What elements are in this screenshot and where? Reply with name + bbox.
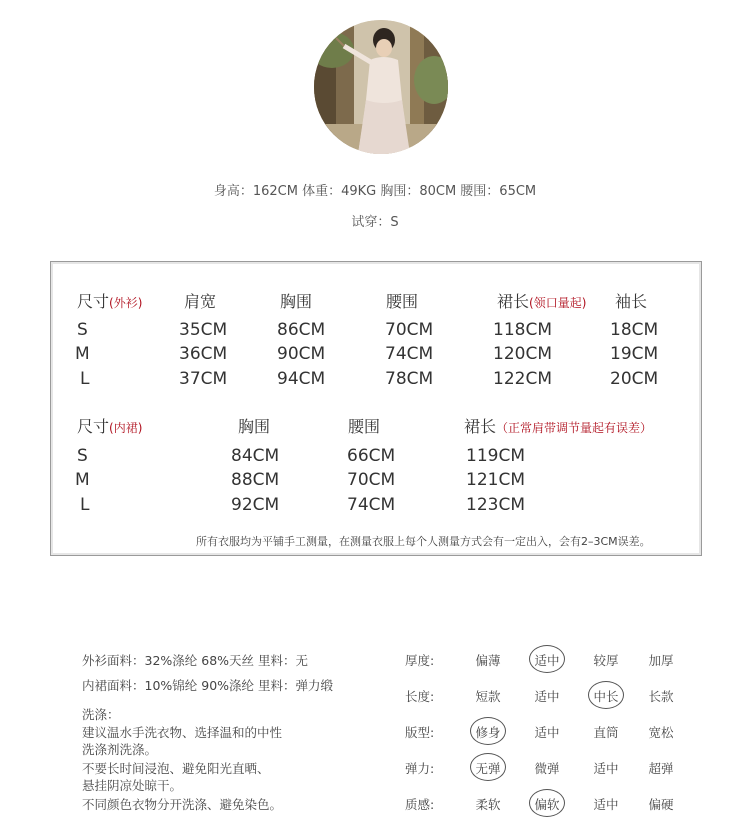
attr-label-thickness: 厚度: — [405, 653, 435, 668]
attr-fit-option: 直筒 — [593, 725, 619, 740]
attr-thickness-option: 偏薄 — [475, 653, 501, 668]
care-title: 洗涤： — [82, 707, 120, 722]
inner-col-length: 裙长（正常肩带调节量起有误差） — [464, 417, 653, 436]
outer-size-s: S — [77, 320, 88, 340]
inner-size-header: 尺寸(内裙) — [77, 417, 143, 436]
attr-thickness-option: 较厚 — [593, 653, 619, 668]
outer-fabric: 外衫面料：32%涤纶 68%天丝 里料：无 — [82, 653, 309, 668]
model-photo — [314, 20, 448, 154]
inner-m-length: 121CM — [466, 470, 525, 490]
care-line-1: 建议温水手洗衣物、选择温和的中性 — [82, 725, 283, 740]
outer-col-waist: 腰围 — [386, 292, 419, 311]
attr-fit-option-selected: 修身 — [466, 723, 510, 741]
attr-length-option-selected: 中长 — [584, 687, 628, 705]
attr-texture-option: 偏硬 — [648, 797, 674, 812]
outer-s-sleeve: 18CM — [610, 320, 659, 340]
attr-label-texture: 质感: — [405, 797, 435, 812]
outer-l-length: 122CM — [493, 369, 552, 389]
attr-label-fit: 版型: — [405, 725, 435, 740]
outer-l-shoulder: 37CM — [179, 369, 228, 389]
outer-m-length: 120CM — [493, 344, 552, 364]
care-line-2: 洗涤剂洗涤。 — [82, 742, 158, 757]
inner-s-waist: 66CM — [347, 446, 396, 466]
attr-stretch-option: 超弹 — [648, 761, 674, 776]
outer-m-sleeve: 19CM — [610, 344, 659, 364]
outer-col-shoulder: 肩宽 — [184, 292, 217, 311]
outer-s-length: 118CM — [493, 320, 552, 340]
attr-length-option: 适中 — [534, 689, 560, 704]
inner-size-s: S — [77, 446, 88, 466]
outer-m-waist: 74CM — [385, 344, 434, 364]
attr-stretch-option: 微弹 — [534, 761, 560, 776]
inner-l-waist: 74CM — [347, 495, 396, 515]
inner-col-bust: 胸围 — [238, 417, 271, 436]
inner-l-bust: 92CM — [231, 495, 280, 515]
inner-col-waist: 腰围 — [348, 417, 381, 436]
attr-stretch-option: 适中 — [593, 761, 619, 776]
inner-s-bust: 84CM — [231, 446, 280, 466]
care-line-3: 不要长时间浸泡、避免阳光直晒、 — [82, 761, 270, 776]
attr-thickness-option-selected: 适中 — [525, 651, 569, 669]
attr-label-length: 长度: — [405, 689, 435, 704]
outer-m-bust: 90CM — [277, 344, 326, 364]
inner-s-length: 119CM — [466, 446, 525, 466]
attr-texture-option-selected: 偏软 — [525, 795, 569, 813]
model-stats: 身高：162CM 体重：49KG 胸围：80CM 腰围：65CM — [213, 184, 537, 199]
outer-col-sleeve: 袖长 — [615, 292, 648, 311]
attr-fit-option: 适中 — [534, 725, 560, 740]
outer-size-m: M — [75, 344, 90, 364]
outer-col-bust: 胸围 — [280, 292, 313, 311]
attr-texture-option: 适中 — [593, 797, 619, 812]
outer-s-shoulder: 35CM — [179, 320, 228, 340]
outer-size-l: L — [80, 369, 90, 389]
attr-label-stretch: 弹力: — [405, 761, 435, 776]
outer-l-waist: 78CM — [385, 369, 434, 389]
attr-thickness-option: 加厚 — [648, 653, 674, 668]
outer-l-bust: 94CM — [277, 369, 326, 389]
outer-l-sleeve: 20CM — [610, 369, 659, 389]
attr-length-option: 长款 — [648, 689, 674, 704]
outer-size-header: 尺寸(外衫) — [77, 292, 143, 311]
attr-fit-option: 宽松 — [648, 725, 674, 740]
inner-fabric: 内裙面料：10%锦纶 90%涤纶 里料：弹力缎 — [82, 678, 334, 693]
model-fit-size: 试穿：S — [351, 215, 399, 230]
inner-size-m: M — [75, 470, 90, 490]
inner-size-l: L — [80, 495, 90, 515]
outer-col-length: 裙长(领口量起) — [497, 292, 587, 311]
outer-s-waist: 70CM — [385, 320, 434, 340]
inner-l-length: 123CM — [466, 495, 525, 515]
attr-length-option: 短款 — [475, 689, 501, 704]
inner-m-bust: 88CM — [231, 470, 280, 490]
outer-m-shoulder: 36CM — [179, 344, 228, 364]
inner-m-waist: 70CM — [347, 470, 396, 490]
care-line-4: 悬挂阴凉处晾干。 — [82, 778, 183, 793]
care-line-5: 不同颜色衣物分开洗涤、避免染色。 — [82, 797, 283, 812]
outer-s-bust: 86CM — [277, 320, 326, 340]
attr-stretch-option-selected: 无弹 — [466, 759, 510, 777]
measurement-note: 所有衣服均为平铺手工测量，在测量衣服上每个人测量方式会有一定出入，会有2–3CM误差。 — [196, 535, 651, 548]
attr-texture-option: 柔软 — [475, 797, 501, 812]
